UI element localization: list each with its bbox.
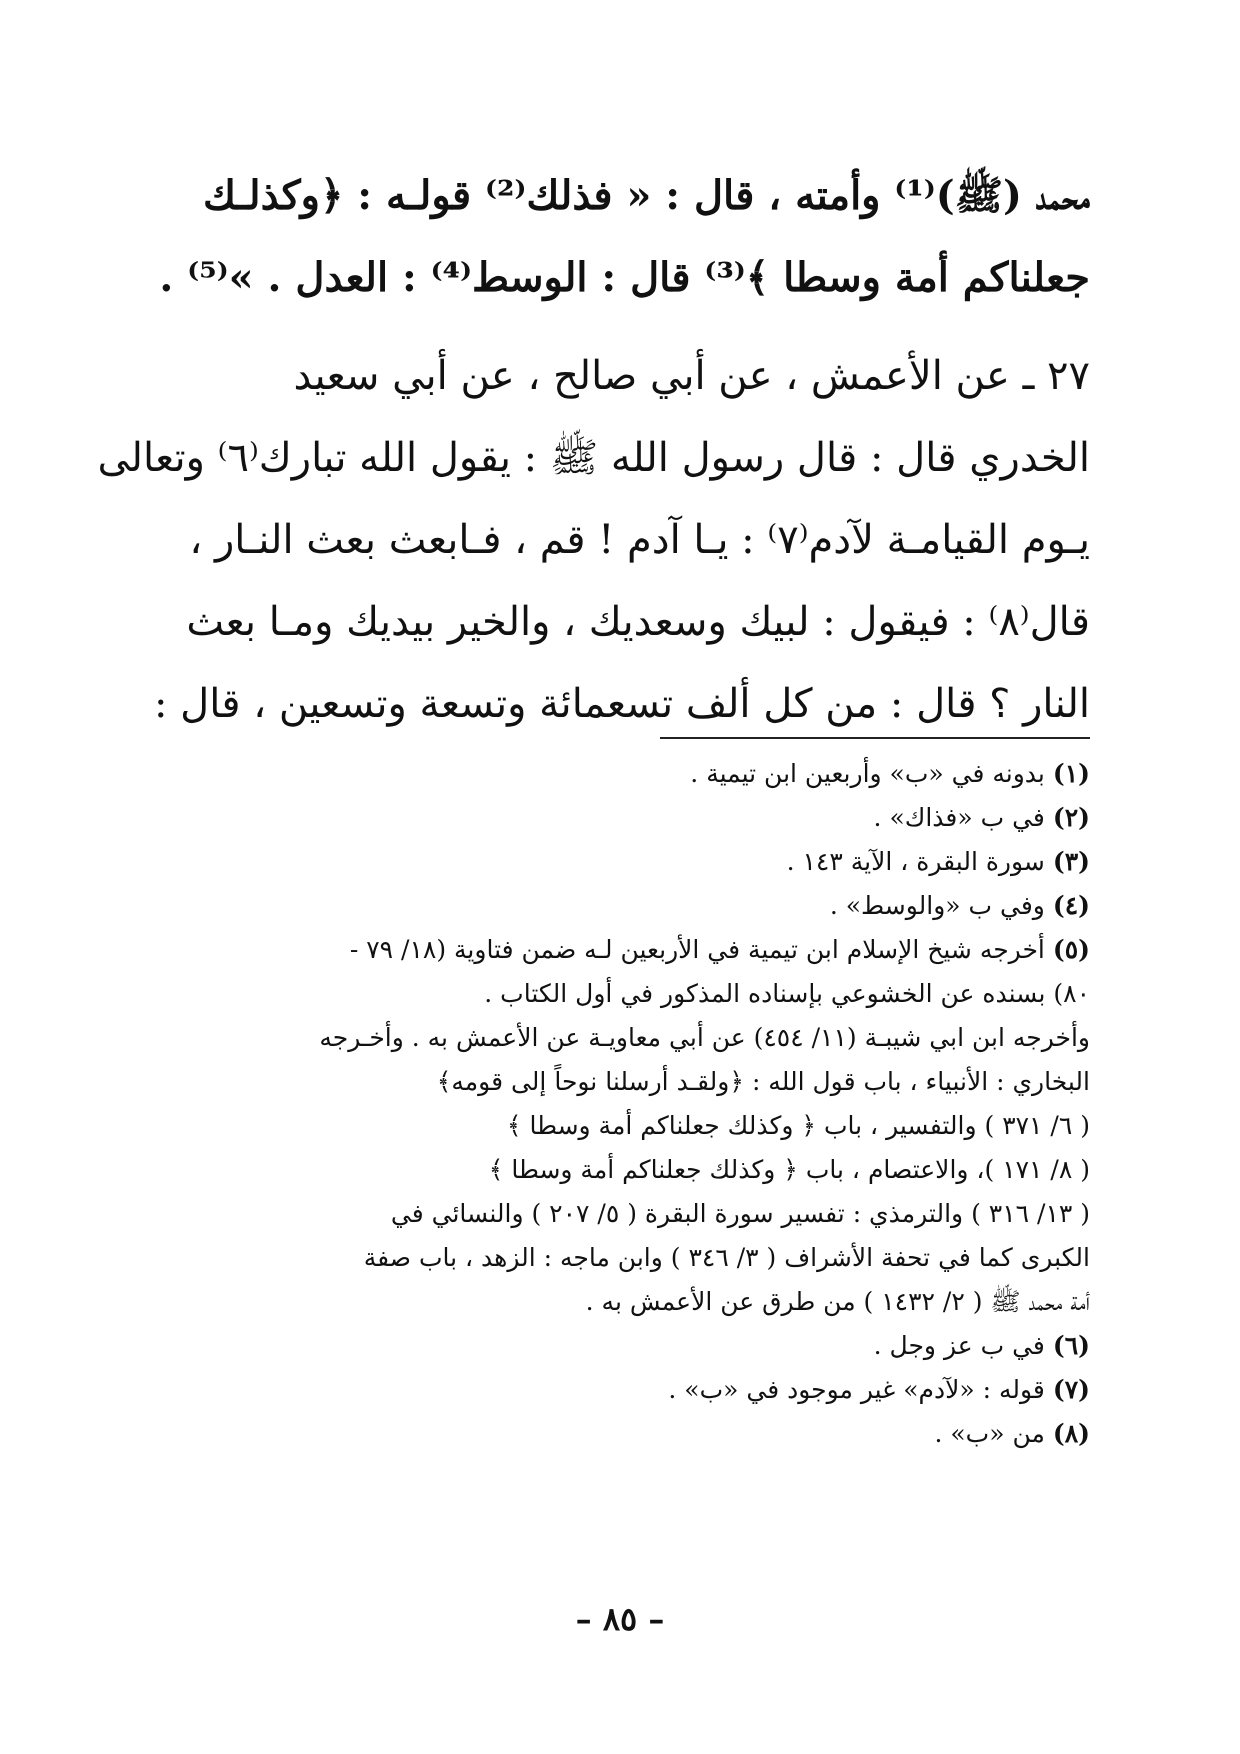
footnote-7: (٧)قوله : «لآدم» غير موجود في «ب» . <box>668 1375 1090 1404</box>
main-text-block-2 <box>97 335 1090 745</box>
footnotes <box>130 752 1090 1456</box>
footnote-5-continuation: ( ١٣/ ٣١٦ ) والترمذي : تفسير سورة البقرة ( ٥/ ٢٠٧ ) والنسائي في <box>390 1199 1090 1228</box>
hadith-27-line: قال⁽٨⁾ : فيقول : لبيك وسعديك ، والخير بيديك ومـا بعث <box>186 599 1090 645</box>
main-line: محمد (ﷺ)⁽¹⁾ وأمته ، قال : « فذلك⁽²⁾ قولـه : ﴿وكذلـك <box>202 172 1090 219</box>
footnote-5-continuation: الكبرى كما في تحفة الأشراف ( ٣/ ٣٤٦ ) وابن ماجه : الزهد ، باب صفة <box>363 1243 1090 1272</box>
footnote-5-continuation: ( ٨/ ١٧١ )، والاعتصام ، باب ﴿ وكذلك جعلناكم أمة وسطا ﴾ <box>488 1155 1090 1184</box>
footnote-6: (٦)في ب عز وجل . <box>873 1331 1090 1360</box>
footnote-8: (٨)من «ب» . <box>934 1419 1090 1448</box>
footnote-1: (١)بدونه في «ب» وأربعين ابن تيمية . <box>690 759 1090 788</box>
footnote-5-continuation: البخاري : الأنبياء ، باب قول الله : ﴿ولقـد أرسلنا نوحاً إلى قومه﴾ <box>436 1067 1090 1096</box>
page-number: – ٨٥ – <box>575 1600 665 1638</box>
footnote-5-continuation: أمة محمد ﷺ ( ٢/ ١٤٣٢ ) من طرق عن الأعمش به . <box>585 1287 1090 1316</box>
footnote-5-continuation: وأخرجه ابن ابي شيبـة (١١/ ٤٥٤) عن أبي معاويـة عن الأعمش به . وأخـرجه <box>319 1023 1090 1052</box>
footnote-5-continuation: ( ٦/ ٣٧١ ) والتفسير ، باب ﴿ وكذلك جعلناكم أمة وسطا ﴾ <box>506 1111 1090 1140</box>
footnote-5: (٥)أخرجه شيخ الإسلام ابن تيمية في الأربعين لـه ضمن فتاوية (١٨/ ٧٩ - <box>349 935 1090 964</box>
hadith-27-line: الخدري قال : قال رسول الله ﷺ : يقول الله تبارك⁽٦⁾ وتعالى <box>97 435 1090 481</box>
footnote-2: (٢)في ب «فذاك» . <box>873 803 1090 832</box>
footnote-5-continuation: ٨٠) بسنده عن الخشوعي بإسناده المذكور في أول الكتاب . <box>484 979 1090 1008</box>
hadith-27-line: يـوم القيامـة لآدم⁽٧⁾ : يـا آدم ! قم ، فـابعث بعث النـار ، <box>189 517 1090 563</box>
footnote-3: (٣)سورة البقرة ، الآية ١٤٣ . <box>786 847 1090 876</box>
main-line: جعلناكم أمة وسطا ﴾⁽³⁾ قال : الوسط⁽⁴⁾ : العدل . »⁽⁵⁾ . <box>159 254 1090 301</box>
hadith-27-line: النار ؟ قال : من كل ألف تسعمائة وتسعة وتسعين ، قال : <box>153 681 1090 727</box>
footnote-4: (٤)وفي ب «والوسط» . <box>829 891 1090 920</box>
hadith-27-line: ٢٧ ـ عن الأعمش ، عن أبي صالح ، عن أبي سعيد <box>293 353 1090 399</box>
footnote-divider <box>660 737 1090 739</box>
main-text-block-1 <box>150 155 1090 319</box>
